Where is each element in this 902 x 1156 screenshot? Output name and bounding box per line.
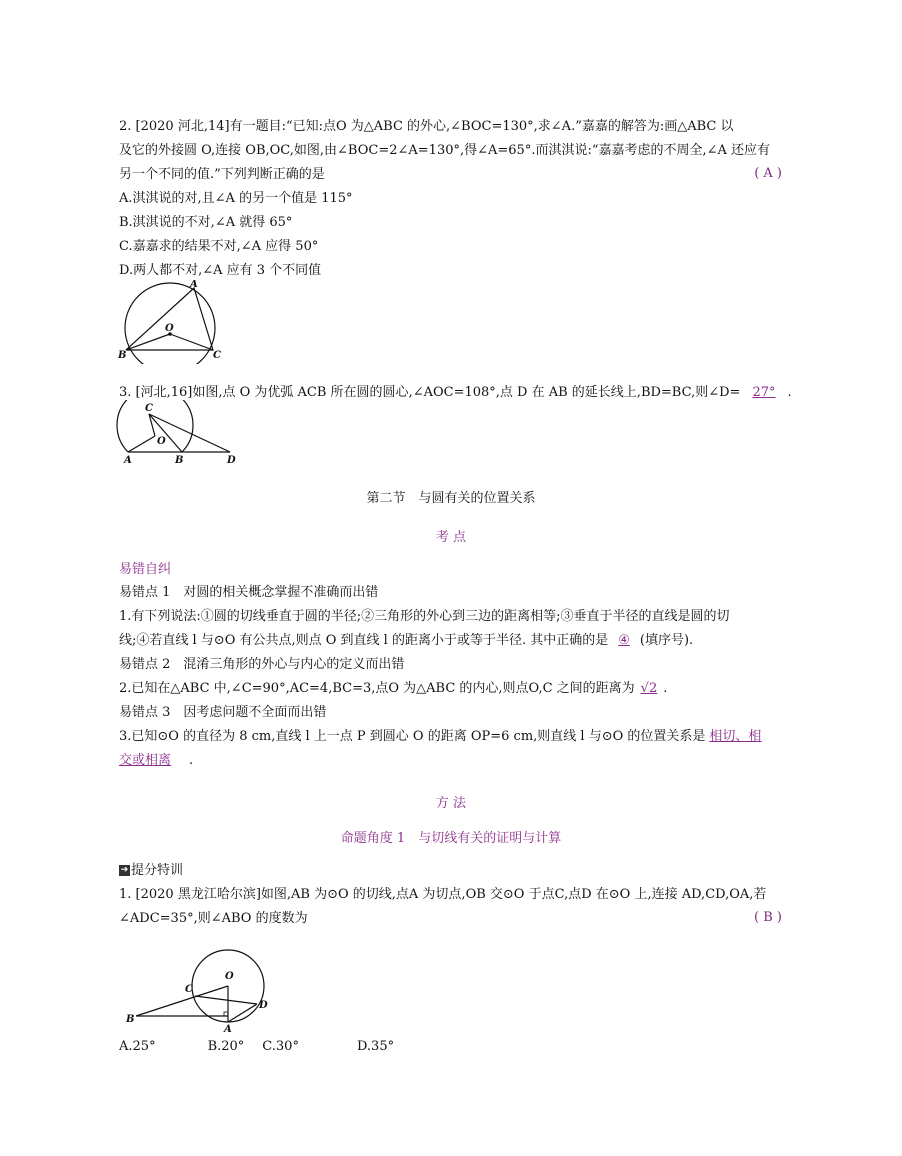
q-last-option-c: C.30° <box>262 1039 299 1054</box>
error-3-answer-blank-2: 交或相离 <box>119 753 172 768</box>
fangfa-heading: 方 法 <box>435 796 467 811</box>
q2-answer: ( A ) <box>754 166 782 181</box>
q2-circle-figure <box>116 280 226 364</box>
error-3-question-line-1: 3.已知⊙O 的直径为 8 cm,直线 l 上一点 P 到圆心 O 的距离 OP=6 cm,则直线 l 与⊙O 的位置关系是 相切、相 <box>119 729 762 744</box>
q-last-option-d: D.35° <box>356 1039 395 1054</box>
error-3-question-line-2: 交或相离 . <box>119 753 194 768</box>
error-1-question-line-2: 线;④若直线 l 与⊙O 有公共点,则点 O 到直线 l 的距离小于或等于半径. 其中正确的是 ④ (填序号). <box>119 633 694 648</box>
error-1-question-line-1: 1.有下列说法:①圆的切线垂直于圆的半径;②三角形的外心到三边的距离相等;③垂直于半径的直线是圆的切 <box>119 609 730 624</box>
q-last-label-o: O <box>225 971 234 982</box>
q3-label-a: A <box>124 455 132 466</box>
q2-option-d: D.两人都不对,∠A 应有 3 个不同值 <box>119 263 322 278</box>
section-title: 第二节 与圆有关的位置关系 <box>366 491 536 506</box>
q2-label-c: C <box>213 350 221 361</box>
error-point-2: 易错点 2 混淆三角形的外心与内心的定义而出错 <box>119 657 405 672</box>
error-point-1: 易错点 1 对圆的相关概念掌握不准确而出错 <box>119 585 379 600</box>
error-2-answer-blank: √2 <box>640 681 658 696</box>
q2-option-a: A.淇淇说的对,且∠A 的另一个值是 115° <box>119 191 353 206</box>
q2-line-1: 2. [2020 河北,14]有一题目:“已知:点O 为△ABC 的外心,∠BOC=130°,求∠A.”嘉嘉的解答为:画△ABC 以 <box>119 119 734 134</box>
q-last-options <box>119 1038 394 1056</box>
arrow-icon: ➔ <box>120 865 129 875</box>
mingti-heading: 命题角度 1 与切线有关的证明与计算 <box>340 831 562 846</box>
q2-option-c: C.嘉嘉求的结果不对,∠A 应得 50° <box>119 239 319 254</box>
error-1-answer-blank: ④ <box>618 633 630 648</box>
q3-arc-figure <box>116 400 246 466</box>
q3-label-c: C <box>145 403 153 414</box>
error-3-answer-blank-1: 相切、相 <box>709 729 762 744</box>
kaodian-heading: 考 点 <box>435 530 467 545</box>
tifen-heading: ➔ 提分特训 <box>120 863 184 878</box>
q-last-label-d: D <box>259 1000 268 1011</box>
q-last-line-1: 1. [2020 黑龙江哈尔滨]如图,AB 为⊙O 的切线,点A 为切点,OB 交⊙O 于点C,点D 在⊙O 上,连接 AD,CD,OA,若 <box>119 887 767 902</box>
q3-answer-blank: 27° <box>752 385 776 400</box>
q3-question: 3. [河北,16]如图,点 O 为优弧 ACB 所在圆的圆心,∠AOC=108°,点 D 在 AB 的延长线上,BD=BC,则∠D= 27° . <box>119 385 792 400</box>
q2-option-b: B.淇淇说的不对,∠A 就得 65° <box>119 215 293 230</box>
q-last-option-a: A.25° <box>119 1039 156 1054</box>
error-point-3: 易错点 3 因考虑问题不全面而出错 <box>119 705 327 720</box>
q-last-line-2: ∠ADC=35°,则∠ABO 的度数为 <box>119 911 308 926</box>
q-last-label-b: B <box>126 1014 135 1025</box>
q3-label-b: B <box>175 455 184 466</box>
q-last-tangent-figure <box>118 944 298 1034</box>
q-last-label-c: C <box>185 984 193 995</box>
q-last-option-b: B.20° <box>207 1039 245 1054</box>
q2-line-2: 及它的外接圆 O,连接 OB,OC,如图,由∠BOC=2∠A=130°,得∠A=65°.而淇淇说:“嘉嘉考虑的不周全,∠A 还应有 <box>119 143 771 158</box>
error-2-question: 2.已知在△ABC 中,∠C=90°,AC=4,BC=3,点O 为△ABC 的内心,则点O,C 之间的距离为 √2 . <box>119 681 668 696</box>
q-last-answer: ( B ) <box>754 910 782 925</box>
yicuo-heading: 易错自纠 <box>119 562 172 577</box>
q2-line-3: 另一个不同的值.”下列判断正确的是 <box>119 167 325 182</box>
q2-label-b: B <box>118 350 127 361</box>
q-last-label-a: A <box>224 1024 232 1034</box>
q3-label-o: O <box>157 436 166 447</box>
q2-label-o: O <box>165 323 174 334</box>
q2-label-a: A <box>190 280 198 290</box>
q3-label-d: D <box>227 455 236 466</box>
